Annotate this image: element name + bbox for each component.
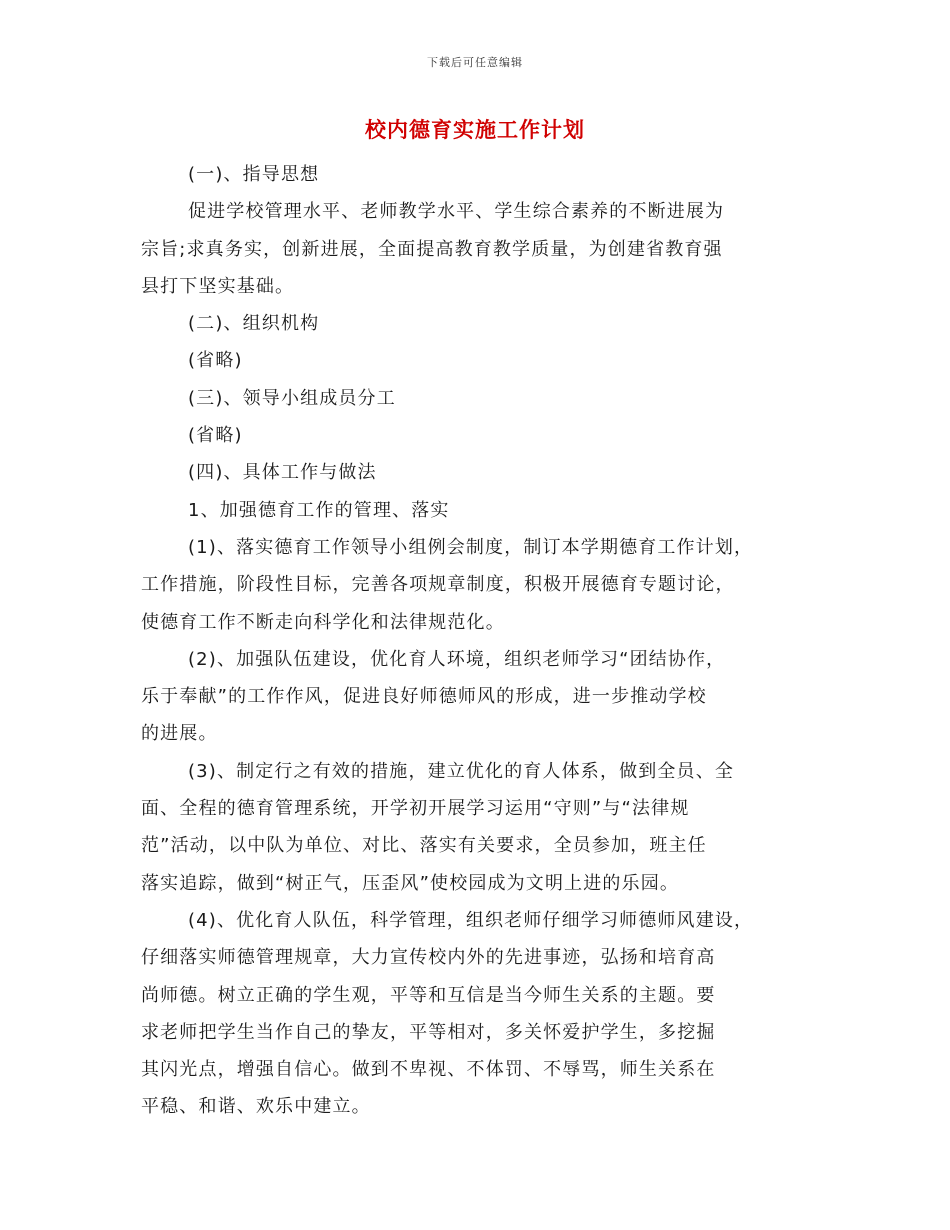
- text-line: 宗旨;求真务实，创新进展，全面提高教育教学质量，为创建省教育强: [141, 238, 723, 260]
- text-line: (二)、组织机构: [188, 313, 320, 335]
- header-note: 下载后可任意编辑: [427, 56, 523, 69]
- document-body: [141, 156, 821, 1126]
- text-line: 尚师德。树立正确的学生观，平等和互信是当今师生关系的主题。要: [141, 984, 716, 1006]
- text-line: 范”活动，以中队为单位、对比、落实有关要求，全员参加，班主任: [141, 835, 707, 857]
- text-line: (三)、领导小组成员分工: [188, 387, 396, 409]
- text-line: 平稳、和谐、欢乐中建立。: [141, 1096, 371, 1118]
- text-line: (四)、具体工作与做法: [188, 462, 377, 484]
- text-line: 工作措施，阶段性目标，完善各项规章制度，积极开展德育专题讨论，: [141, 574, 735, 596]
- text-line: 面、全程的德育管理系统，开学初开展学习运用“守则”与“法律规: [141, 798, 690, 820]
- text-line: (一)、指导思想: [188, 164, 320, 185]
- document-title: 校内德育实施工作计划: [365, 118, 585, 142]
- text-line: (3)、制定行之有效的措施，建立优化的育人体系，做到全员、全: [188, 760, 734, 782]
- text-line: 仔细落实师德管理规章，大力宣传校内外的先进事迹，弘扬和培育高: [141, 947, 716, 969]
- text-line: 1、加强德育工作的管理、落实: [188, 499, 450, 521]
- text-line: 其闪光点，增强自信心。做到不卑视、不体罚、不辱骂，师生关系在: [141, 1059, 716, 1081]
- text-line: (1)、落实德育工作领导小组例会制度，制订本学期德育工作计划，: [188, 536, 754, 558]
- text-line: 求老师把学生当作自己的挚友，平等相对，多关怀爱护学生，多挖掘: [141, 1021, 716, 1043]
- text-line: 使德育工作不断走向科学化和法律规范化。: [141, 611, 505, 633]
- text-line: (省略): [188, 350, 243, 372]
- text-line: (4)、优化育人队伍，科学管理，组织老师仔细学习师德师风建设，: [188, 909, 754, 931]
- text-line: 乐于奉献”的工作作风，促进良好师德师风的形成，进一步推动学校: [141, 686, 707, 708]
- text-line: (省略): [188, 425, 243, 447]
- text-line: 县打下坚实基础。: [141, 275, 295, 297]
- text-line: 促进学校管理水平、老师教学水平、学生综合素养的不断进展为: [188, 201, 725, 223]
- text-line: 落实追踪，做到“树正气，压歪风”使校园成为文明上进的乐园。: [141, 872, 679, 894]
- text-line: 的进展。: [141, 723, 218, 745]
- text-line: (2)、加强队伍建设，优化育人环境，组织老师学习“团结协作，: [188, 648, 726, 670]
